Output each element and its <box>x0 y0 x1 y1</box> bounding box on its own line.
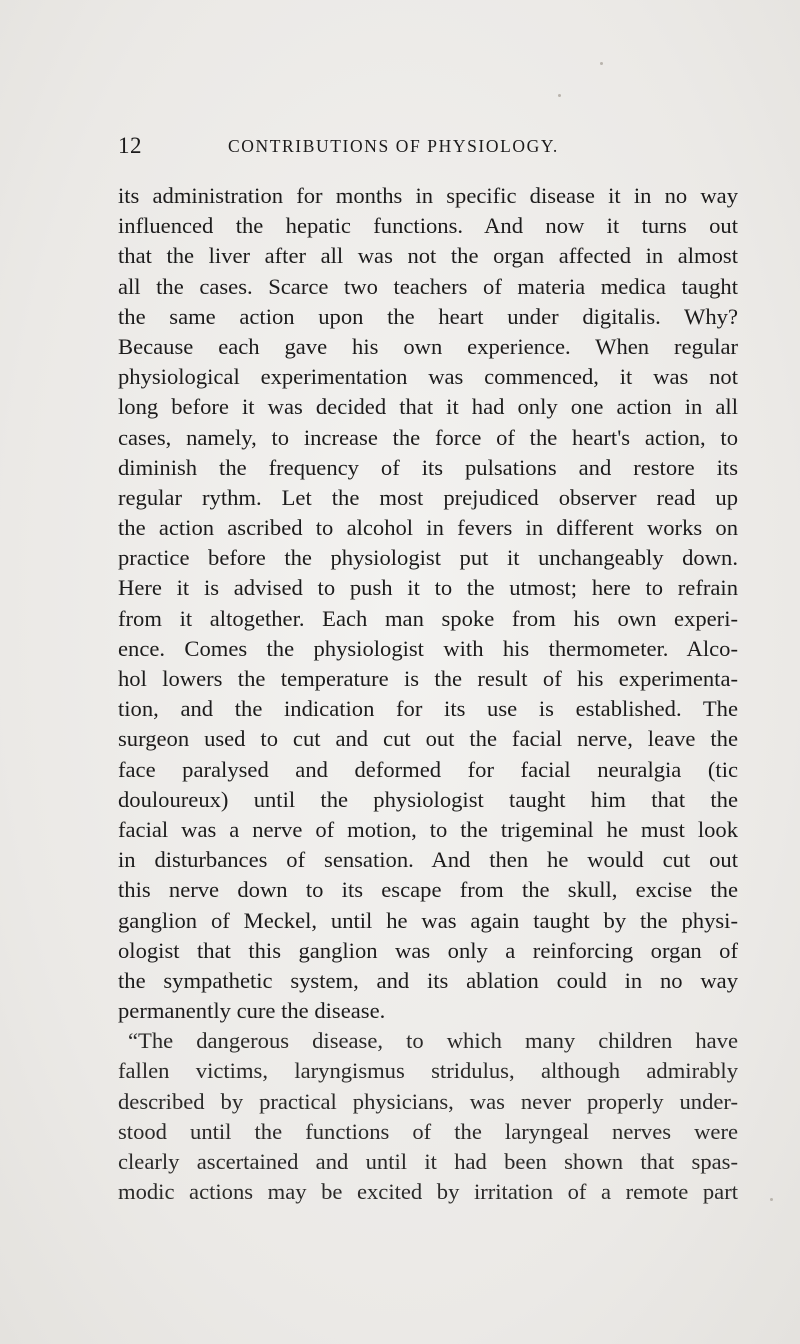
text-line: ence. Comes the physiologist with his thermometer. Alco- <box>118 635 738 661</box>
text-line: this nerve down to its escape from the skull, excise the <box>118 877 738 903</box>
text-line: face paralysed and deformed for facial neuralgia (tic <box>118 756 738 782</box>
text-line: that the liver after all was not the organ affected in almost <box>118 243 738 269</box>
text-line: stood until the functions of the laryngeal nerves were <box>118 1118 738 1144</box>
text-line: “The dangerous disease, to which many children have <box>128 1028 738 1054</box>
text-line: Because each gave his own experience. When regular <box>118 333 738 359</box>
text-line: facial was a nerve of motion, to the trigeminal he must look <box>118 816 738 842</box>
text-line: permanently cure the disease. <box>118 998 386 1024</box>
text-line: diminish the frequency of its pulsations and restore its <box>118 454 738 480</box>
text-line: practice before the physiologist put it unchangeably down. <box>118 545 738 571</box>
text-line: all the cases. Scarce two teachers of materia medica taught <box>118 273 738 299</box>
page-number: 12 <box>118 133 142 158</box>
paper-speck <box>770 1198 773 1201</box>
running-head: CONTRIBUTIONS OF PHYSIOLOGY. <box>228 136 559 156</box>
text-line: surgeon used to cut and cut out the facial nerve, leave the <box>118 726 738 752</box>
text-line: ologist that this ganglion was only a reinforcing organ of <box>118 937 738 963</box>
text-line: ganglion of Meckel, until he was again taught by the physi- <box>118 907 738 933</box>
text-line: in disturbances of sensation. And then he would cut out <box>118 847 738 873</box>
text-line: clearly ascertained and until it had been shown that spas- <box>118 1149 738 1174</box>
paper-speck <box>600 62 603 65</box>
paper-speck <box>558 94 561 97</box>
body-text <box>118 181 738 1207</box>
text-line: influenced the hepatic functions. And now it turns out <box>118 213 738 239</box>
text-line: the same action upon the heart under digitalis. Why? <box>118 303 738 329</box>
text-line: Here it is advised to push it to the utmost; here to refrain <box>118 575 738 601</box>
text-line: its administration for months in specific disease it in no way <box>118 183 738 208</box>
text-line: tion, and the indication for its use is established. The <box>118 696 738 722</box>
text-line: described by practical physicians, was never properly under- <box>118 1088 738 1114</box>
page-header <box>118 125 718 161</box>
text-line: regular rythm. Let the most prejudiced observer read up <box>118 484 738 510</box>
text-line: cases, namely, to increase the force of the heart's action, to <box>118 424 738 450</box>
text-line: the action ascribed to alcohol in fevers in different works on <box>118 515 738 541</box>
text-line: long before it was decided that it had only one action in all <box>118 394 738 420</box>
text-line: physiological experimentation was commenced, it was not <box>118 364 738 390</box>
text-line: hol lowers the temperature is the result of his experimenta- <box>118 666 738 691</box>
text-line: fallen victims, laryngismus stridulus, although admirably <box>118 1058 738 1084</box>
text-line: from it altogether. Each man spoke from his own experi- <box>118 605 738 631</box>
text-line: douloureux) until the physiologist taught him that the <box>118 786 738 812</box>
text-line: the sympathetic system, and its ablation could in no way <box>118 967 738 993</box>
text-line: modic actions may be excited by irritation of a remote part <box>118 1179 738 1205</box>
